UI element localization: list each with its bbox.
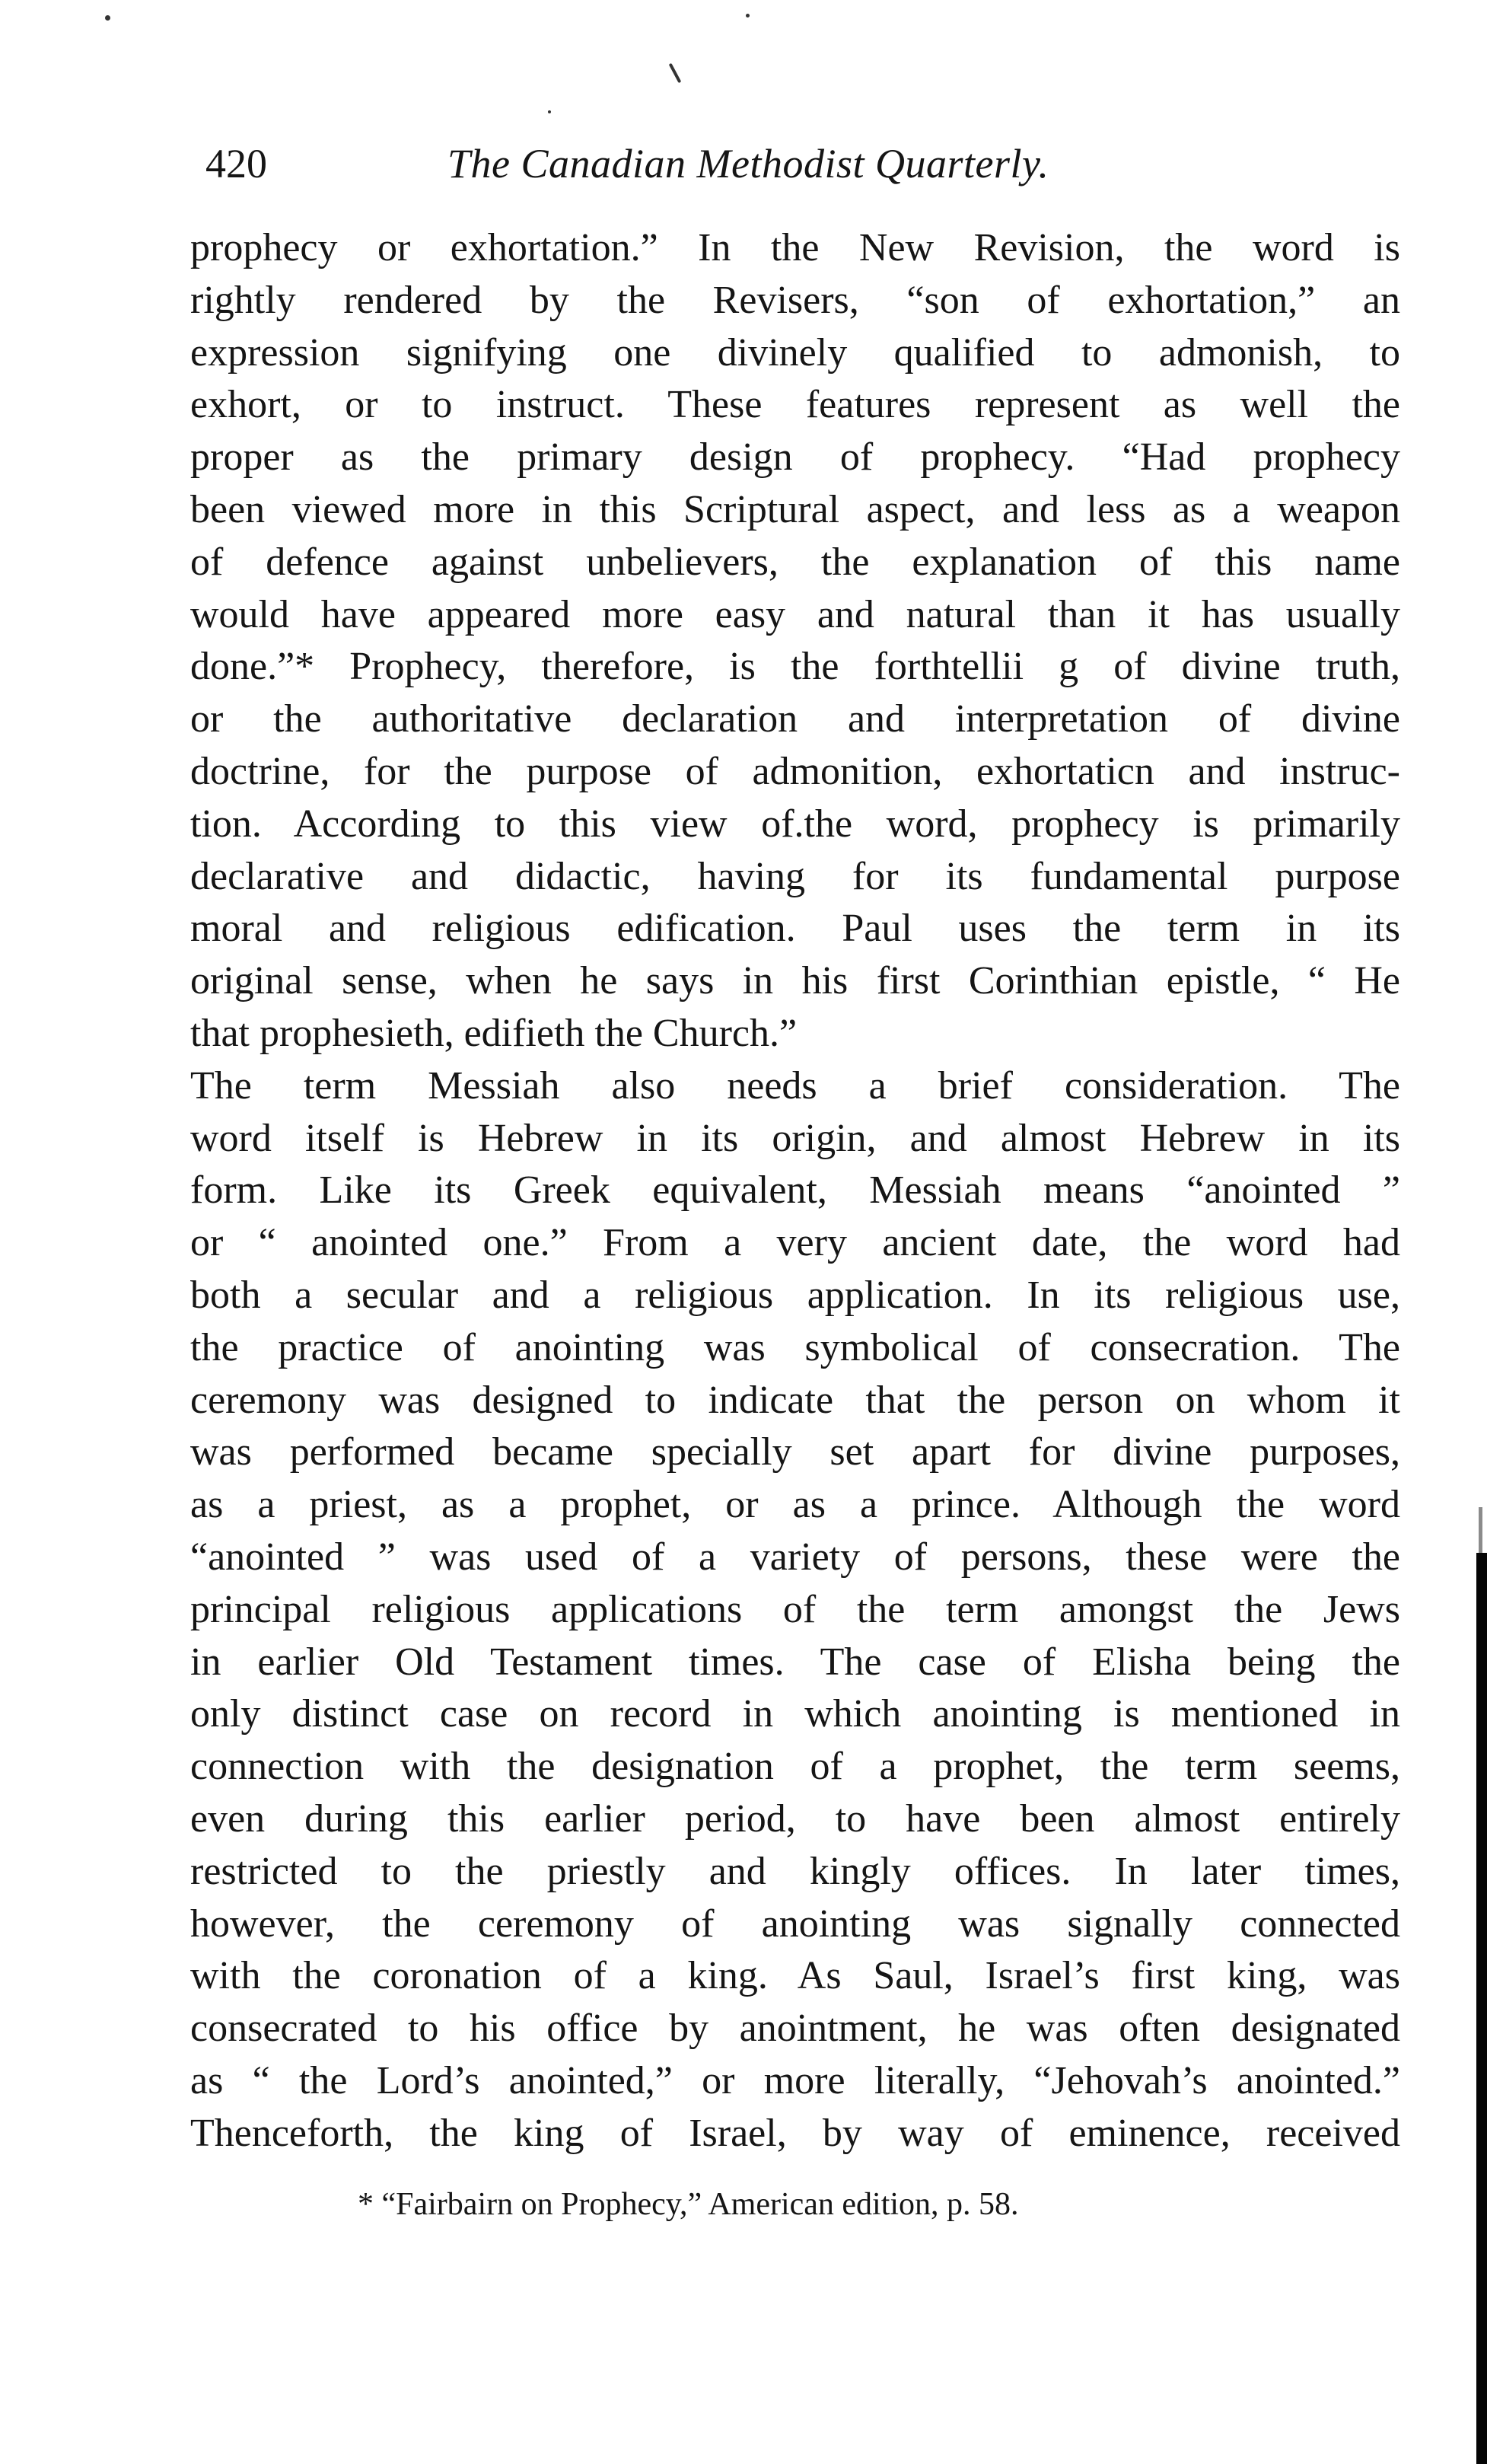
text-line: tion. According to this view of.the word, prophecy is primarily xyxy=(190,802,1400,846)
text-line: both a secular and a religious application. In its religious use, xyxy=(190,1273,1400,1317)
text-line: however, the ceremony of anointing was signally connected xyxy=(190,1901,1400,1946)
text-line: prophecy or exhortation.” In the New Revision, the word is xyxy=(190,226,1400,269)
text-line: would have appeared more easy and natural than it has usually xyxy=(190,592,1400,636)
text-line: was performed became specially set apart for divine purposes, xyxy=(190,1430,1400,1474)
text-line: ceremony was designed to indicate that the person on whom it xyxy=(190,1378,1400,1422)
text-line: as a priest, as a prophet, or as a prince. Although the word xyxy=(190,1483,1400,1527)
text-line: expression signifying one divinely qualified to admonish, to xyxy=(190,330,1400,375)
footnote: * “Fairbairn on Prophecy,” American edition, p. 58. xyxy=(358,2187,1019,2222)
scan-speck-top-center xyxy=(746,14,750,18)
text-line: even during this earlier period, to have been almost entirely xyxy=(190,1796,1400,1841)
text-line: or “ anointed one.” From a very ancient date, the word had xyxy=(190,1221,1400,1265)
running-head xyxy=(205,129,1400,198)
scan-edge-bar xyxy=(1476,1553,1487,2464)
text-line: done.”* Prophecy, therefore, is the forthtellii g of divine truth, xyxy=(190,645,1400,689)
text-line: the practice of anointing was symbolical of consecration. The xyxy=(190,1325,1400,1369)
text-line: as “ the Lord’s anointed,” or more literally, “Jehovah’s anointed.” xyxy=(190,2058,1400,2102)
text-line: form. Like its Greek equivalent, Messiah means “anointed ” xyxy=(190,1168,1400,1213)
scan-speck-top-mark xyxy=(669,63,682,84)
text-line: moral and religious edification. Paul uses the term in its xyxy=(190,907,1400,951)
text-line: rightly rendered by the Revisers, “son of exhortation,” an xyxy=(190,278,1400,322)
text-line: connection with the designation of a prophet, the term seems, xyxy=(190,1745,1400,1789)
text-line: declarative and didactic, having for its fundamental purpose xyxy=(190,854,1400,898)
scan-edge-fade xyxy=(1479,1507,1482,1553)
article-text xyxy=(190,222,1400,2160)
text-line: consecrated to his office by anointment, he was often designated xyxy=(190,2007,1400,2051)
text-line: word itself is Hebrew in its origin, and almost Hebrew in its xyxy=(190,1116,1400,1160)
text-line: that prophesieth, edifieth the Church.” xyxy=(190,1011,798,1055)
text-line: in earlier Old Testament times. The case of Elisha being the xyxy=(190,1640,1400,1684)
text-line: or the authoritative declaration and interpretation of divine xyxy=(190,697,1400,741)
journal-title: The Canadian Methodist Quarterly. xyxy=(447,141,1049,186)
paragraph-prophecy-definition xyxy=(190,222,1400,1060)
text-line: Thenceforth, the king of Israel, by way of eminence, received xyxy=(190,2111,1400,2155)
text-line: principal religious applications of the term amongst the Jews xyxy=(190,1587,1400,1631)
text-line: been viewed more in this Scriptural aspect, and less as a weapon xyxy=(190,487,1400,531)
page-number: 420 xyxy=(205,141,267,186)
text-line: restricted to the priestly and kingly offices. In later times, xyxy=(190,1849,1400,1893)
text-line: “anointed ” was used of a variety of persons, these were the xyxy=(190,1535,1400,1579)
text-line: The term Messiah also needs a brief consideration. The xyxy=(190,1063,1400,1108)
text-line: original sense, when he says in his first Corinthian epistle, “ He xyxy=(190,959,1400,1003)
text-line: of defence against unbelievers, the explanation of this name xyxy=(190,540,1400,584)
text-line: doctrine, for the purpose of admonition, exhortaticn and instruc- xyxy=(190,749,1400,793)
scan-speck-top-left xyxy=(105,15,110,21)
text-line: only distinct case on record in which anointing is mentioned in xyxy=(190,1692,1400,1736)
text-line: with the coronation of a king. As Saul, Israel’s first king, was xyxy=(190,1954,1400,1998)
text-line: exhort, or to instruct. These features represent as well the xyxy=(190,383,1400,427)
text-line: proper as the primary design of prophecy. “Had prophecy xyxy=(190,435,1400,480)
paragraph-messiah-term xyxy=(190,1060,1400,2160)
scan-speck-top-small xyxy=(548,110,551,113)
